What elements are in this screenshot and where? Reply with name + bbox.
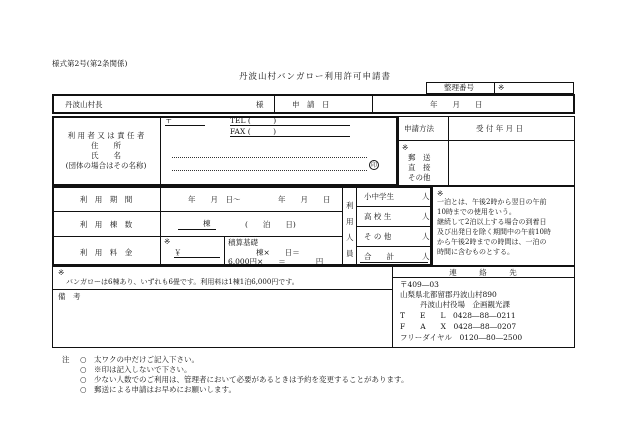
users-row-2-unit[interactable]: 人	[422, 212, 430, 221]
users-row-1-label: 小中学生	[364, 192, 394, 201]
right-note-line: 継続して2泊以上する場合の到着日	[437, 218, 547, 226]
fee-mark: ※	[164, 237, 171, 246]
right-note-line: 時間に含むものとする。	[437, 248, 514, 256]
bungalow-note: バンガローは6棟あり、いずれも6畳です。利用料は1棟1泊6,000円です。	[66, 278, 299, 286]
name-line[interactable]	[172, 170, 367, 171]
right-note-line: から午後2時までの時間は、一泊の	[437, 238, 547, 246]
reference-number-label: 整理番号	[444, 83, 474, 92]
apply-date-field[interactable]: 年 月 日	[430, 100, 483, 109]
apply-date-label: 申 請 日	[292, 100, 330, 109]
seal-mark: 印	[370, 162, 377, 169]
method-mark: ※	[402, 143, 409, 152]
page-title: 丹波山村バンガロー利用許可申請書	[238, 72, 392, 82]
fee-basis-line1: 棟× 日＝	[256, 248, 300, 257]
footnote-item: ○ 郵送による申請はお早めにお願いします。	[80, 385, 236, 394]
applicant-label-3: 氏 名	[91, 151, 121, 160]
form-number: 様式第2号(第2条関係)	[52, 59, 128, 68]
contact-office: 丹波山村役場 企画観光課	[420, 300, 510, 309]
users-row-4-label: 合 計	[364, 252, 394, 261]
units-unit[interactable]: 棟	[203, 219, 211, 228]
right-note-line: 及び出発日を除く期間中の午前10時	[437, 228, 551, 236]
contact-fax: F A X 0428―88―0207	[400, 322, 517, 331]
method-other[interactable]: その他	[408, 173, 431, 182]
footnote-item: ○ ※印は記入しないで下さい。	[80, 365, 192, 374]
period-label: 利 用 期 間	[79, 195, 133, 204]
address-line[interactable]	[172, 157, 367, 158]
users-row-1-unit[interactable]: 人	[422, 192, 430, 201]
units-nights[interactable]: ( 泊 日)	[245, 220, 296, 229]
fee-basis-line2: 6,000円× ＝ 円	[228, 257, 324, 266]
users-row-3-unit[interactable]: 人	[422, 232, 430, 241]
period-to[interactable]: 年 月 日	[278, 195, 331, 204]
footnote-item: ○ 少ない人数でのご利用は、管理者において必要があるときは予約を変更することがあります。	[80, 375, 409, 384]
users-label: 利 用 人 員	[346, 201, 354, 258]
honorific: 様	[256, 100, 264, 109]
users-row-4-unit[interactable]: 人	[422, 252, 430, 261]
units-label: 利 用 棟 数	[79, 220, 133, 229]
fee-basis-label: 積算基礎	[228, 238, 258, 247]
footnote-item: ○ 太ワクの中だけご記入下さい。	[80, 355, 200, 364]
contact-tel: T E L 0428―88―0211	[400, 311, 516, 320]
right-note-line: 10時までの使用をいう。	[437, 208, 516, 216]
users-row-2-label: 高 校 生	[364, 212, 392, 221]
bungalow-note-mark: ※	[58, 268, 65, 277]
contact-label: 連 絡 先	[449, 268, 517, 277]
period-from[interactable]: 年 月 日〜	[188, 195, 241, 204]
contact-address: 山梨県北都留郡丹波山村890	[400, 290, 497, 299]
method-direct[interactable]: 直 接	[408, 163, 431, 172]
applicant-label-4: (団体の場合はその名称)	[65, 161, 147, 170]
remarks-label: 備 考	[58, 292, 81, 301]
fee-label: 利 用 料 金	[79, 248, 133, 257]
right-notes-mark: ※	[437, 189, 444, 198]
footnote-prefix: 注	[62, 355, 70, 364]
mayor-label: 丹波山村長	[65, 100, 103, 109]
method-mail[interactable]: 郵 送	[408, 153, 431, 162]
application-method-label: 申請方法	[404, 124, 434, 133]
applicant-fax[interactable]: FAX ( )	[230, 127, 277, 136]
right-note-line: 一泊とは、午後2時から翌日の午前	[437, 198, 547, 206]
contact-postal: 〒409―03	[400, 280, 439, 289]
received-date-label: 受 付 年 月 日	[476, 124, 524, 133]
contact-free-dial: フリーダイヤル 0120―80―2500	[400, 333, 523, 342]
users-row-3-label: そ の 他	[364, 232, 392, 241]
applicant-tel[interactable]: TEL ( )	[230, 116, 277, 125]
applicant-postal[interactable]: 〒	[165, 116, 173, 125]
applicant-label-2: 住 所	[91, 141, 121, 150]
reference-mark: ※	[498, 83, 505, 92]
applicant-label-1: 利 用 者 又 は 責 任 者	[67, 131, 145, 140]
fee-yen: ￥	[174, 248, 182, 257]
